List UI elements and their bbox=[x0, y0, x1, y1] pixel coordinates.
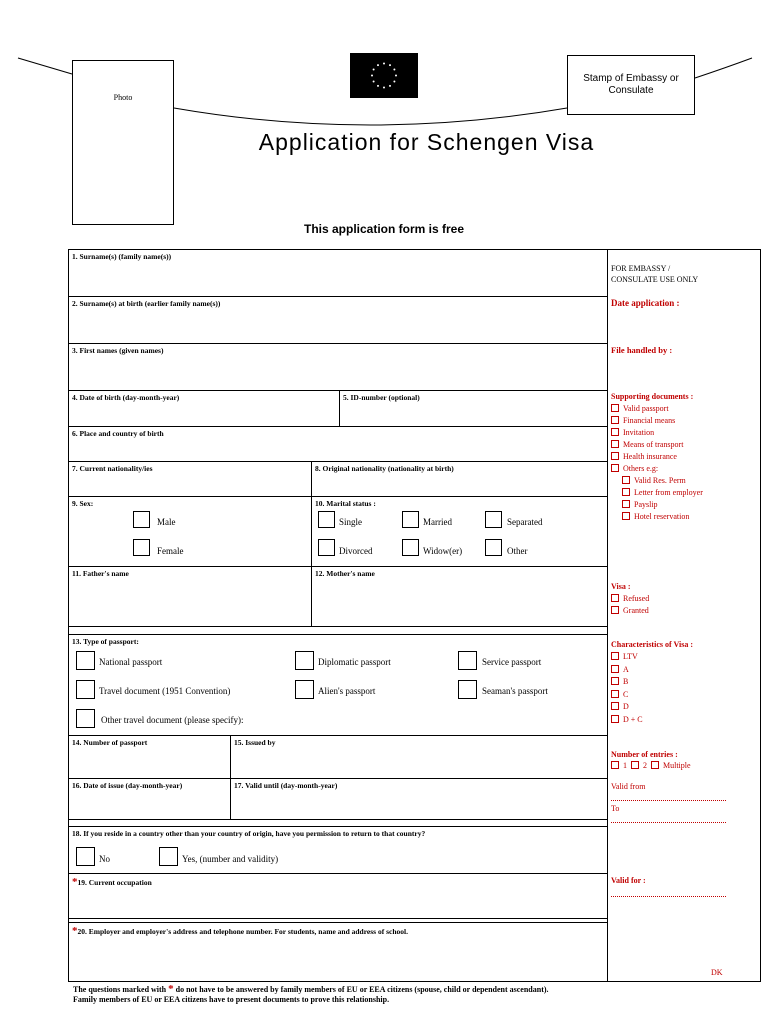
country-code: DK bbox=[711, 968, 723, 977]
seamans-passport-label: Seaman's passport bbox=[482, 686, 548, 696]
stamp-label: Stamp of Embassy or Consulate bbox=[583, 72, 679, 96]
widow-label: Widow(er) bbox=[423, 546, 463, 556]
other-document-item[interactable] bbox=[622, 487, 703, 499]
current-occupation-label: *19. Current occupation bbox=[72, 876, 152, 888]
file-handled-label: File handled by : bbox=[611, 345, 673, 355]
visa-characteristic-item[interactable] bbox=[611, 651, 643, 664]
aliens-passport-label: Alien's passport bbox=[318, 686, 376, 696]
supporting-document-item[interactable] bbox=[611, 415, 683, 427]
other-document-label: Valid Res. Perm bbox=[634, 476, 686, 485]
supporting-document-label: Financial means bbox=[623, 416, 676, 425]
checkbox-icon[interactable] bbox=[611, 702, 619, 710]
checkbox-icon[interactable] bbox=[622, 500, 630, 508]
checkbox-icon[interactable] bbox=[611, 594, 619, 602]
required-star-icon: * bbox=[72, 925, 78, 937]
passport-type-field bbox=[68, 634, 608, 736]
other-document-label: Letter from employer bbox=[634, 488, 703, 497]
visa-characteristic-item[interactable] bbox=[611, 664, 643, 677]
visa-characteristics-label: Characteristics of Visa : bbox=[611, 640, 693, 649]
other-travel-document-checkbox[interactable] bbox=[76, 709, 95, 728]
footer-note-2: Family members of EU or EEA citizens have to present documents to prove this relationship. bbox=[73, 995, 390, 1004]
married-checkbox[interactable] bbox=[402, 511, 419, 528]
visa-label: Visa : bbox=[611, 582, 631, 591]
checkbox-icon[interactable] bbox=[611, 464, 619, 472]
surname-at-birth-field[interactable] bbox=[68, 296, 608, 344]
other-travel-document-label: Other travel document (please specify): bbox=[101, 715, 244, 725]
visa-characteristic-label: A bbox=[623, 664, 629, 674]
date-of-issue-label: 16. Date of issue (day-month-year) bbox=[72, 781, 183, 790]
fathers-name-field[interactable] bbox=[68, 566, 312, 627]
number-of-entries-label: Number of entries : bbox=[611, 750, 678, 759]
supporting-document-label: Invitation bbox=[623, 428, 655, 437]
marital-status-field bbox=[311, 496, 608, 567]
supporting-document-item[interactable] bbox=[611, 463, 683, 475]
to-label: To bbox=[611, 804, 620, 813]
required-star-icon: * bbox=[168, 983, 174, 995]
footer-note-1: The questions marked with * do not have to be answered by family members of EU or EEA citizens (spouse, child or dependent ascendant). bbox=[73, 983, 549, 995]
sidebar-heading: FOR EMBASSY / CONSULATE USE ONLY bbox=[611, 264, 699, 284]
divorced-checkbox[interactable] bbox=[318, 539, 335, 556]
checkbox-icon[interactable] bbox=[611, 715, 619, 723]
checkbox-icon[interactable] bbox=[611, 606, 619, 614]
date-of-birth-label: 4. Date of birth (day-month-year) bbox=[72, 393, 180, 402]
checkbox-icon[interactable] bbox=[611, 428, 619, 436]
widow-checkbox[interactable] bbox=[402, 539, 419, 556]
checkbox-icon[interactable] bbox=[611, 404, 619, 412]
supporting-documents-label: Supporting documents : bbox=[611, 392, 694, 401]
supporting-document-label: Valid passport bbox=[623, 404, 669, 413]
aliens-passport-checkbox[interactable] bbox=[295, 680, 314, 699]
place-of-birth-field[interactable] bbox=[68, 426, 608, 462]
surname-field[interactable] bbox=[68, 249, 608, 297]
single-checkbox[interactable] bbox=[318, 511, 335, 528]
other-document-item[interactable] bbox=[622, 511, 703, 523]
passport-type-label: 13. Type of passport: bbox=[72, 637, 139, 646]
checkbox-icon[interactable] bbox=[611, 652, 619, 660]
page-title: Application for Schengen Visa bbox=[258, 129, 595, 155]
visa-decision-label: Granted bbox=[623, 606, 649, 615]
embassy-stamp-box bbox=[567, 55, 695, 115]
issued-by-field[interactable] bbox=[230, 735, 608, 779]
visa-characteristic-label: D bbox=[623, 702, 629, 711]
residence-permission-label: 18. If you reside in a country other than your country of origin, have you permission to return to that country? bbox=[72, 829, 426, 838]
entries-multiple-checkbox[interactable] bbox=[651, 761, 659, 769]
date-application-label: Date application : bbox=[611, 298, 680, 308]
visa-characteristic-item[interactable] bbox=[611, 714, 643, 727]
valid-until-label: 17. Valid until (day-month-year) bbox=[234, 781, 338, 790]
mothers-name-field[interactable] bbox=[311, 566, 608, 627]
issued-by-label: 15. Issued by bbox=[234, 738, 276, 747]
visa-characteristic-label: LTV bbox=[623, 652, 638, 661]
other-document-label: Payslip bbox=[634, 500, 658, 509]
fathers-name-label: 11. Father's name bbox=[72, 569, 129, 578]
mothers-name-label: 12. Mother's name bbox=[315, 569, 375, 578]
single-label: Single bbox=[339, 517, 363, 527]
other-status-checkbox[interactable] bbox=[485, 539, 502, 556]
visa-characteristic-label: C bbox=[623, 689, 629, 699]
female-checkbox[interactable] bbox=[133, 539, 150, 556]
free-note: This application form is free bbox=[303, 222, 465, 236]
visa-characteristic-item[interactable] bbox=[611, 701, 643, 714]
male-checkbox[interactable] bbox=[133, 511, 150, 528]
supporting-document-item[interactable] bbox=[611, 451, 683, 463]
travel-document-label: Travel document (1951 Convention) bbox=[99, 686, 231, 696]
date-of-issue-field[interactable] bbox=[68, 778, 231, 820]
married-label: Married bbox=[423, 517, 452, 527]
place-of-birth-label: 6. Place and country of birth bbox=[72, 429, 164, 438]
visa-characteristic-label: B bbox=[623, 677, 629, 686]
original-nationality-field[interactable] bbox=[311, 461, 608, 497]
date-of-birth-field[interactable] bbox=[68, 390, 340, 427]
checkbox-icon[interactable] bbox=[622, 512, 630, 520]
id-number-field[interactable] bbox=[339, 390, 608, 427]
valid-until-field[interactable] bbox=[230, 778, 608, 820]
travel-document-checkbox[interactable] bbox=[76, 680, 95, 699]
supporting-document-label: Health insurance bbox=[623, 452, 677, 461]
yes-checkbox[interactable] bbox=[159, 847, 178, 866]
visa-decision-item[interactable] bbox=[611, 593, 649, 605]
male-label: Male bbox=[157, 517, 176, 527]
sex-label: 9. Sex: bbox=[72, 499, 94, 508]
surname-label: 1. Surname(s) (family name(s)) bbox=[72, 252, 172, 261]
supporting-document-item[interactable] bbox=[611, 427, 683, 439]
residence-permission-field bbox=[68, 826, 608, 874]
sex-field bbox=[68, 496, 312, 567]
no-label: No bbox=[99, 854, 110, 864]
checkbox-icon[interactable] bbox=[611, 452, 619, 460]
original-nationality-label: 8. Original nationality (nationality at birth) bbox=[315, 464, 454, 473]
visa-characteristics-list bbox=[611, 651, 643, 726]
supporting-document-label: Others e.g: bbox=[623, 464, 659, 473]
other-document-item[interactable] bbox=[622, 499, 703, 511]
first-names-label: 3. First names (given names) bbox=[72, 346, 164, 355]
employer-field[interactable] bbox=[68, 922, 608, 982]
id-number-label: 5. ID-number (optional) bbox=[343, 393, 420, 402]
passport-number-field[interactable] bbox=[68, 735, 231, 779]
service-passport-checkbox[interactable] bbox=[458, 651, 477, 670]
valid-for-line[interactable] bbox=[611, 896, 726, 897]
visa-decision-item[interactable] bbox=[611, 605, 649, 617]
separated-label: Separated bbox=[507, 517, 543, 527]
valid-for-label: Valid for : bbox=[611, 876, 646, 885]
supporting-document-item[interactable] bbox=[611, 439, 683, 451]
female-label: Female bbox=[157, 546, 184, 556]
surname-at-birth-label: 2. Surname(s) at birth (earlier family name(s)) bbox=[72, 299, 221, 308]
checkbox-icon[interactable] bbox=[622, 476, 630, 484]
number-of-entries-options: 1 2 Multiple bbox=[611, 761, 691, 770]
other-document-item[interactable] bbox=[622, 475, 703, 487]
photo-label: Photo bbox=[113, 93, 133, 102]
checkbox-icon[interactable] bbox=[611, 416, 619, 424]
yes-label: Yes, (number and validity) bbox=[182, 854, 279, 864]
entries-1-checkbox[interactable] bbox=[611, 761, 619, 769]
visa-decision-label: Refused bbox=[623, 594, 650, 603]
current-nationality-field[interactable] bbox=[68, 461, 312, 497]
checkbox-icon[interactable] bbox=[611, 690, 619, 698]
national-passport-label: National passport bbox=[99, 657, 163, 667]
national-passport-checkbox[interactable] bbox=[76, 651, 95, 670]
separated-checkbox[interactable] bbox=[485, 511, 502, 528]
seamans-passport-checkbox[interactable] bbox=[458, 680, 477, 699]
eu-flag-icon bbox=[350, 53, 418, 98]
required-star-icon: * bbox=[72, 876, 78, 888]
diplomatic-passport-checkbox[interactable] bbox=[295, 651, 314, 670]
service-passport-label: Service passport bbox=[482, 657, 542, 667]
other-status-label: Other bbox=[507, 546, 528, 556]
valid-from-label: Valid from bbox=[611, 782, 646, 791]
visa-characteristic-label: D + C bbox=[623, 714, 643, 724]
diplomatic-passport-label: Diplomatic passport bbox=[318, 657, 391, 667]
to-line[interactable] bbox=[611, 822, 726, 823]
checkbox-icon[interactable] bbox=[611, 677, 619, 685]
employer-label: *20. Employer and employer's address and telephone number. For students, name and address of school. bbox=[72, 925, 408, 937]
visa-characteristic-item[interactable] bbox=[611, 689, 643, 702]
checkbox-icon[interactable] bbox=[611, 440, 619, 448]
current-occupation-field[interactable] bbox=[68, 873, 608, 919]
no-checkbox[interactable] bbox=[76, 847, 95, 866]
other-documents-list bbox=[622, 475, 703, 523]
marital-status-label: 10. Marital status : bbox=[315, 499, 376, 508]
other-document-label: Hotel reservation bbox=[634, 512, 690, 521]
supporting-document-item[interactable] bbox=[611, 403, 683, 415]
supporting-documents-list bbox=[611, 403, 683, 475]
visa-characteristic-item[interactable] bbox=[611, 676, 643, 689]
entries-2-checkbox[interactable] bbox=[631, 761, 639, 769]
current-nationality-label: 7. Current nationality/ies bbox=[72, 464, 153, 473]
valid-from-line[interactable] bbox=[611, 800, 726, 801]
divorced-label: Divorced bbox=[339, 546, 373, 556]
checkbox-icon[interactable] bbox=[611, 665, 619, 673]
first-names-field[interactable] bbox=[68, 343, 608, 391]
checkbox-icon[interactable] bbox=[622, 488, 630, 496]
supporting-document-label: Means of transport bbox=[623, 440, 684, 449]
visa-decision-list bbox=[611, 593, 649, 617]
passport-number-label: 14. Number of passport bbox=[72, 738, 148, 747]
